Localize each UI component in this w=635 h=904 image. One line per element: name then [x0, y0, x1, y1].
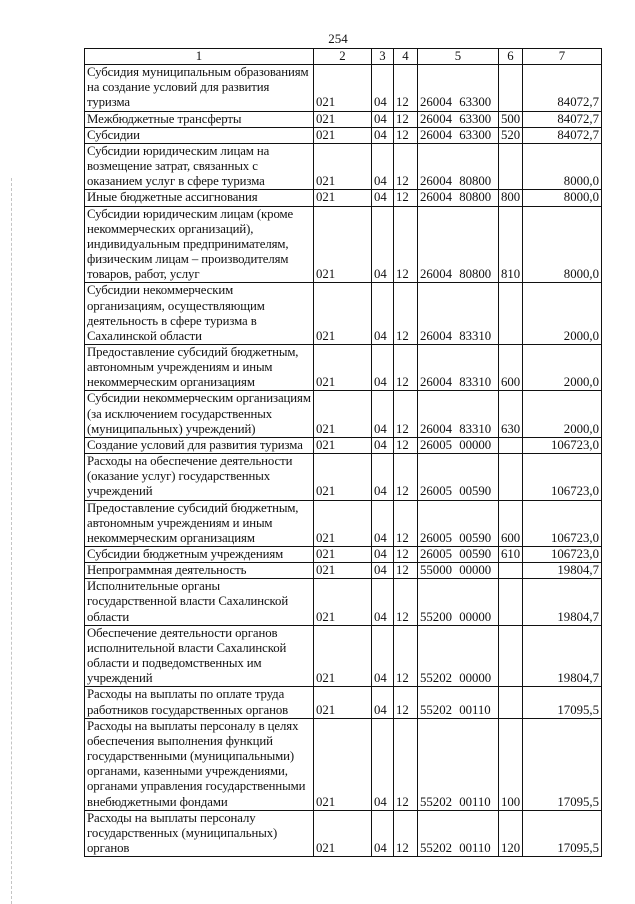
ministry-code-cell: 021	[314, 454, 372, 500]
target-article-cell: 55202 00110	[418, 810, 499, 856]
description-cell	[85, 579, 314, 625]
section-code-cell: 04	[372, 563, 394, 579]
subsection-code-cell: 12	[394, 65, 418, 111]
amount-cell: 8000,0	[523, 143, 602, 189]
section-code-cell: 04	[372, 718, 394, 810]
table-row	[85, 687, 602, 718]
expense-type-cell: 600	[499, 500, 523, 546]
table-row	[85, 283, 602, 345]
column-number-row	[85, 49, 602, 65]
target-article-cell: 55000 00000	[418, 563, 499, 579]
column-number-header: 6	[499, 49, 523, 65]
amount-cell: 17095,5	[523, 718, 602, 810]
description-line: оказанием услуг в сфере туризма	[87, 174, 265, 189]
description-line: Субсидии некоммерческим	[87, 283, 234, 298]
subsection-code-cell: 12	[394, 579, 418, 625]
amount-cell: 19804,7	[523, 625, 602, 687]
amount-cell: 106723,0	[523, 500, 602, 546]
table-row	[85, 65, 602, 111]
section-code-cell: 04	[372, 190, 394, 206]
expense-type-cell	[499, 143, 523, 189]
description-line: Межбюджетные трансферты	[87, 111, 242, 126]
subsection-code-cell: 12	[394, 190, 418, 206]
subsection-code-cell: 12	[394, 810, 418, 856]
description-cell	[85, 206, 314, 283]
description-line: туризма	[87, 95, 130, 110]
subsection-code-cell: 12	[394, 563, 418, 579]
description-line: государственной власти Сахалинской	[87, 594, 289, 609]
column-number-header: 1	[85, 49, 314, 65]
column-number-header: 2	[314, 49, 372, 65]
amount-cell: 8000,0	[523, 190, 602, 206]
description-cell	[85, 687, 314, 718]
section-code-cell: 04	[372, 625, 394, 687]
description-cell	[85, 563, 314, 579]
expense-type-cell: 120	[499, 810, 523, 856]
expense-type-cell	[499, 579, 523, 625]
description-cell	[85, 454, 314, 500]
section-code-cell: 04	[372, 344, 394, 390]
amount-cell: 2000,0	[523, 344, 602, 390]
section-code-cell: 04	[372, 127, 394, 143]
amount-cell: 8000,0	[523, 206, 602, 283]
section-code-cell: 04	[372, 283, 394, 345]
table-row	[85, 625, 602, 687]
amount-cell: 84072,7	[523, 111, 602, 127]
table-row	[85, 127, 602, 143]
page-number: 254	[328, 31, 348, 46]
subsection-code-cell: 12	[394, 111, 418, 127]
description-line: органов	[87, 840, 130, 855]
budget-table	[84, 48, 602, 857]
subsection-code-cell: 12	[394, 454, 418, 500]
table-body	[85, 65, 602, 857]
expense-type-cell: 810	[499, 206, 523, 283]
ministry-code-cell: 021	[314, 283, 372, 345]
ministry-code-cell: 021	[314, 563, 372, 579]
description-line: работников государственных органов	[87, 702, 289, 717]
expense-type-cell	[499, 563, 523, 579]
section-code-cell: 04	[372, 111, 394, 127]
expense-type-cell	[499, 454, 523, 500]
section-code-cell: 04	[372, 810, 394, 856]
description-line: государственных (муниципальных)	[87, 825, 278, 840]
table-row	[85, 437, 602, 453]
table-row	[85, 143, 602, 189]
description-cell	[85, 500, 314, 546]
table-row	[85, 206, 602, 283]
target-article-cell: 26004 63300	[418, 111, 499, 127]
ministry-code-cell: 021	[314, 437, 372, 453]
description-line: (оказание услуг) государственных	[87, 469, 270, 484]
ministry-code-cell: 021	[314, 625, 372, 687]
target-article-cell: 26004 63300	[418, 65, 499, 111]
amount-cell: 19804,7	[523, 579, 602, 625]
ministry-code-cell: 021	[314, 206, 372, 283]
ministry-code-cell: 021	[314, 391, 372, 437]
description-line: Расходы на выплаты персоналу в целях	[87, 718, 299, 733]
target-article-cell: 26004 80800	[418, 143, 499, 189]
expense-type-cell: 600	[499, 344, 523, 390]
table-row	[85, 718, 602, 810]
expense-type-cell	[499, 437, 523, 453]
table-row	[85, 454, 602, 500]
column-number-header: 7	[523, 49, 602, 65]
amount-cell: 17095,5	[523, 810, 602, 856]
expense-type-cell: 500	[499, 111, 523, 127]
subsection-code-cell: 12	[394, 625, 418, 687]
table-row	[85, 500, 602, 546]
description-line: автономным учреждениям и иным	[87, 515, 273, 530]
description-line: области и подведомственных им	[87, 656, 262, 671]
description-cell	[85, 718, 314, 810]
description-cell	[85, 810, 314, 856]
amount-cell: 84072,7	[523, 65, 602, 111]
subsection-code-cell: 12	[394, 547, 418, 563]
description-line: Непрограммная деятельность	[87, 563, 247, 578]
description-cell	[85, 111, 314, 127]
section-code-cell: 04	[372, 687, 394, 718]
ministry-code-cell: 021	[314, 810, 372, 856]
description-line: государственными (муниципальными)	[87, 749, 295, 764]
expense-type-cell: 630	[499, 391, 523, 437]
subsection-code-cell: 12	[394, 143, 418, 189]
description-cell	[85, 437, 314, 453]
subsection-code-cell: 12	[394, 206, 418, 283]
subsection-code-cell: 12	[394, 391, 418, 437]
target-article-cell: 26004 83310	[418, 391, 499, 437]
amount-cell: 84072,7	[523, 127, 602, 143]
expense-type-cell	[499, 687, 523, 718]
description-cell	[85, 547, 314, 563]
description-line: исполнительной власти Сахалинской	[87, 640, 287, 655]
target-article-cell: 55200 00000	[418, 579, 499, 625]
amount-cell: 106723,0	[523, 437, 602, 453]
amount-cell: 19804,7	[523, 563, 602, 579]
ministry-code-cell: 021	[314, 143, 372, 189]
subsection-code-cell: 12	[394, 283, 418, 345]
description-cell	[85, 65, 314, 111]
description-cell	[85, 190, 314, 206]
table-row	[85, 111, 602, 127]
description-line: Субсидии бюджетным учреждениям	[87, 547, 284, 561]
section-code-cell: 04	[372, 206, 394, 283]
description-line: физическим лицам – производителям	[87, 252, 289, 267]
description-line: Расходы на выплаты персоналу	[87, 810, 256, 825]
target-article-cell: 55202 00000	[418, 625, 499, 687]
section-code-cell: 04	[372, 547, 394, 563]
description-line: автономным учреждениям и иным	[87, 360, 273, 375]
table-header	[85, 49, 602, 65]
description-line: Обеспечение деятельности органов	[87, 625, 278, 640]
description-line: органами управления государственными	[87, 779, 306, 794]
section-code-cell: 04	[372, 143, 394, 189]
description-line: Субсидия муниципальным образованиям	[87, 65, 309, 80]
expense-type-cell: 800	[499, 190, 523, 206]
section-code-cell: 04	[372, 579, 394, 625]
description-line: учреждений	[87, 671, 153, 686]
description-line: (муниципальных) учреждений)	[87, 421, 256, 436]
expense-type-cell	[499, 283, 523, 345]
target-article-cell: 26004 83310	[418, 283, 499, 345]
description-line: Субсидии некоммерческим организациям	[87, 391, 311, 406]
target-article-cell: 26004 63300	[418, 127, 499, 143]
description-line: Субсидии юридическим лицам на	[87, 143, 270, 158]
column-number-header: 3	[372, 49, 394, 65]
subsection-code-cell: 12	[394, 127, 418, 143]
column-number-header: 5	[418, 49, 499, 65]
description-line: некоммерческим организациям	[87, 375, 255, 390]
subsection-code-cell: 12	[394, 437, 418, 453]
target-article-cell: 26005 00590	[418, 547, 499, 563]
target-article-cell: 26004 80800	[418, 190, 499, 206]
target-article-cell: 26005 00000	[418, 437, 499, 453]
description-line: Сахалинской области	[87, 328, 202, 343]
section-code-cell: 04	[372, 500, 394, 546]
ministry-code-cell: 021	[314, 65, 372, 111]
description-line: Субсидии	[87, 127, 140, 142]
ministry-code-cell: 021	[314, 111, 372, 127]
description-line: индивидуальным предпринимателям,	[87, 236, 289, 251]
section-code-cell: 04	[372, 65, 394, 111]
description-cell	[85, 127, 314, 143]
amount-cell: 17095,5	[523, 687, 602, 718]
description-line: Иные бюджетные ассигнования	[87, 190, 258, 205]
description-line: области	[87, 609, 130, 624]
amount-cell: 106723,0	[523, 547, 602, 563]
target-article-cell: 26004 83310	[418, 344, 499, 390]
description-line: учреждений	[87, 484, 153, 499]
description-cell	[85, 283, 314, 345]
ministry-code-cell: 021	[314, 718, 372, 810]
description-line: органами, казенными учреждениями,	[87, 764, 288, 779]
ministry-code-cell: 021	[314, 687, 372, 718]
expense-type-cell	[499, 625, 523, 687]
table-row	[85, 563, 602, 579]
expense-type-cell: 520	[499, 127, 523, 143]
table-row	[85, 579, 602, 625]
description-line: обеспечения выполнения функций	[87, 733, 273, 748]
description-line: (за исключением государственных	[87, 406, 273, 421]
expense-type-cell: 100	[499, 718, 523, 810]
description-cell	[85, 143, 314, 189]
description-cell	[85, 391, 314, 437]
description-line: внебюджетными фондами	[87, 794, 228, 809]
description-line: товаров, работ, услуг	[87, 267, 200, 282]
target-article-cell: 55202 00110	[418, 718, 499, 810]
ministry-code-cell: 021	[314, 579, 372, 625]
target-article-cell: 26005 00590	[418, 454, 499, 500]
ministry-code-cell: 021	[314, 127, 372, 143]
description-line: Расходы на выплаты по оплате труда	[87, 687, 285, 702]
table-row	[85, 344, 602, 390]
table-row	[85, 391, 602, 437]
description-line: Предоставление субсидий бюджетным,	[87, 344, 299, 359]
table-row	[85, 547, 602, 563]
description-line: некоммерческих организаций),	[87, 221, 254, 236]
subsection-code-cell: 12	[394, 344, 418, 390]
target-article-cell: 26004 80800	[418, 206, 499, 283]
ministry-code-cell: 021	[314, 547, 372, 563]
target-article-cell: 55202 00110	[418, 687, 499, 718]
ministry-code-cell: 021	[314, 500, 372, 546]
amount-cell: 2000,0	[523, 391, 602, 437]
amount-cell: 2000,0	[523, 283, 602, 345]
expense-type-cell	[499, 65, 523, 111]
subsection-code-cell: 12	[394, 500, 418, 546]
description-line: возмещение затрат, связанных с	[87, 159, 258, 174]
subsection-code-cell: 12	[394, 718, 418, 810]
column-number-header: 4	[394, 49, 418, 65]
description-line: организациям, осуществляющим	[87, 298, 265, 313]
table-row	[85, 810, 602, 856]
description-line: Предоставление субсидий бюджетным,	[87, 500, 299, 515]
description-line: Исполнительные органы	[87, 579, 220, 594]
amount-cell: 106723,0	[523, 454, 602, 500]
target-article-cell: 26005 00590	[418, 500, 499, 546]
description-line: деятельность в сфере туризма в	[87, 313, 257, 328]
subsection-code-cell: 12	[394, 687, 418, 718]
scan-edge-mark	[11, 178, 12, 904]
ministry-code-cell: 021	[314, 190, 372, 206]
section-code-cell: 04	[372, 391, 394, 437]
description-cell	[85, 625, 314, 687]
section-code-cell: 04	[372, 454, 394, 500]
description-cell	[85, 344, 314, 390]
expense-type-cell: 610	[499, 547, 523, 563]
description-line: Расходы на обеспечение деятельности	[87, 454, 293, 469]
ministry-code-cell: 021	[314, 344, 372, 390]
description-line: на создание условий для развития	[87, 80, 270, 95]
description-line: Создание условий для развития туризма	[87, 437, 303, 452]
description-line: Субсидии юридическим лицам (кроме	[87, 206, 294, 221]
section-code-cell: 04	[372, 437, 394, 453]
description-line: некоммерческим организациям	[87, 530, 255, 545]
table-row	[85, 190, 602, 206]
